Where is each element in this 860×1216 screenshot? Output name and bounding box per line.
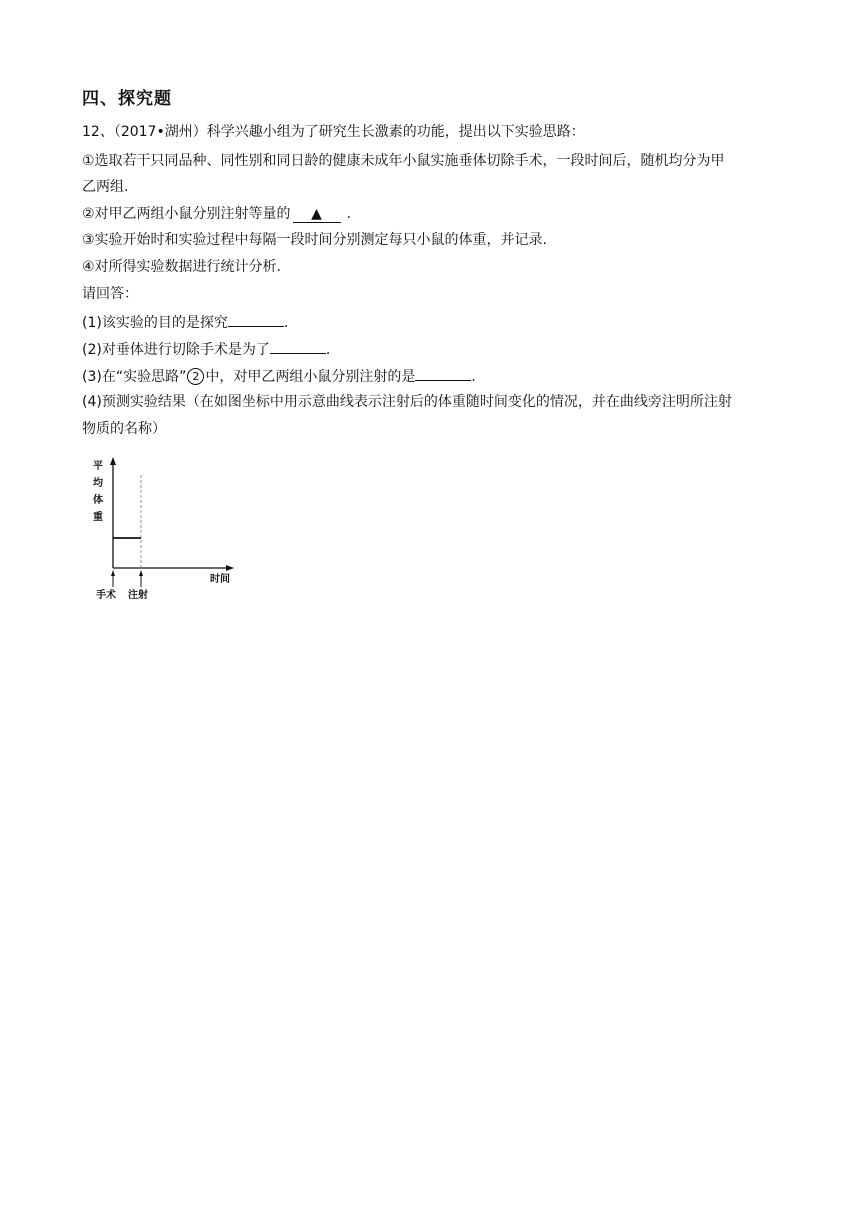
sub-question-2 bbox=[82, 339, 330, 359]
y-axis-arrowhead bbox=[110, 457, 116, 465]
injection-marker-arrowhead bbox=[139, 570, 143, 576]
step1-line1: ①选取若干只同品种、同性别和同日龄的健康未成年小鼠实施垂体切除手术，一段时间后，随机均分为甲 bbox=[82, 153, 725, 169]
sub-question-4-line1: (4)预测实验结果（在如图坐标中用示意曲线表示注射后的体重随时间变化的情况，并在曲线旁注明所注射 bbox=[82, 394, 732, 410]
q3-period: . bbox=[471, 369, 476, 385]
surgery-marker-arrowhead bbox=[111, 570, 115, 576]
step2-period: . bbox=[346, 206, 352, 222]
step2 bbox=[82, 205, 351, 223]
y-axis-label-char-2: 均 bbox=[93, 478, 103, 489]
step2-answer-blank[interactable]: ▲ bbox=[293, 206, 341, 223]
q3-answer-blank[interactable] bbox=[415, 366, 471, 381]
sub-question-1 bbox=[82, 312, 288, 332]
q1-answer-blank[interactable] bbox=[228, 312, 284, 327]
y-axis-label-char-4: 重 bbox=[93, 512, 103, 523]
step4: ④对所得实验数据进行统计分析. bbox=[82, 259, 282, 275]
circled-number: 2 bbox=[187, 368, 204, 385]
q1-text: (1)该实验的目的是探究 bbox=[82, 315, 228, 331]
q1-period: . bbox=[283, 315, 289, 331]
step3: ③实验开始时和实验过程中每隔一段时间分别测定每只小鼠的体重，并记录. bbox=[82, 232, 547, 248]
injection-label: 注射 bbox=[128, 590, 148, 601]
y-axis-label-char-1: 平 bbox=[93, 461, 103, 472]
q2-period: . bbox=[325, 342, 331, 358]
sub-question-4-line2: 物质的名称） bbox=[82, 421, 166, 437]
q3-text: (3)在“实验思路” bbox=[82, 369, 187, 385]
section-title: 四、探究题 bbox=[82, 89, 172, 109]
answer-prompt: 请回答： bbox=[82, 286, 138, 302]
x-axis-label: 时间 bbox=[210, 574, 230, 585]
question-header: 12、（2017•湖州）科学兴趣小组为了研究生长激素的功能，提出以下实验思路： bbox=[82, 124, 585, 140]
step2-text: ②对甲乙两组小鼠分别注射等量的 bbox=[82, 206, 291, 222]
y-axis-label-char-3: 体 bbox=[93, 495, 103, 506]
x-axis-arrowhead bbox=[226, 565, 234, 571]
step1-line2: 乙两组. bbox=[82, 179, 129, 195]
q3-text-middle: 中，对甲乙两组小鼠分别注射的是 bbox=[205, 369, 416, 385]
surgery-label: 手术 bbox=[96, 590, 116, 601]
q2-text: (2)对垂体进行切除手术是为了 bbox=[82, 342, 270, 358]
sub-question-3 bbox=[82, 366, 476, 386]
q2-answer-blank[interactable] bbox=[270, 339, 326, 354]
weight-time-axes-figure[interactable] bbox=[84, 455, 254, 605]
